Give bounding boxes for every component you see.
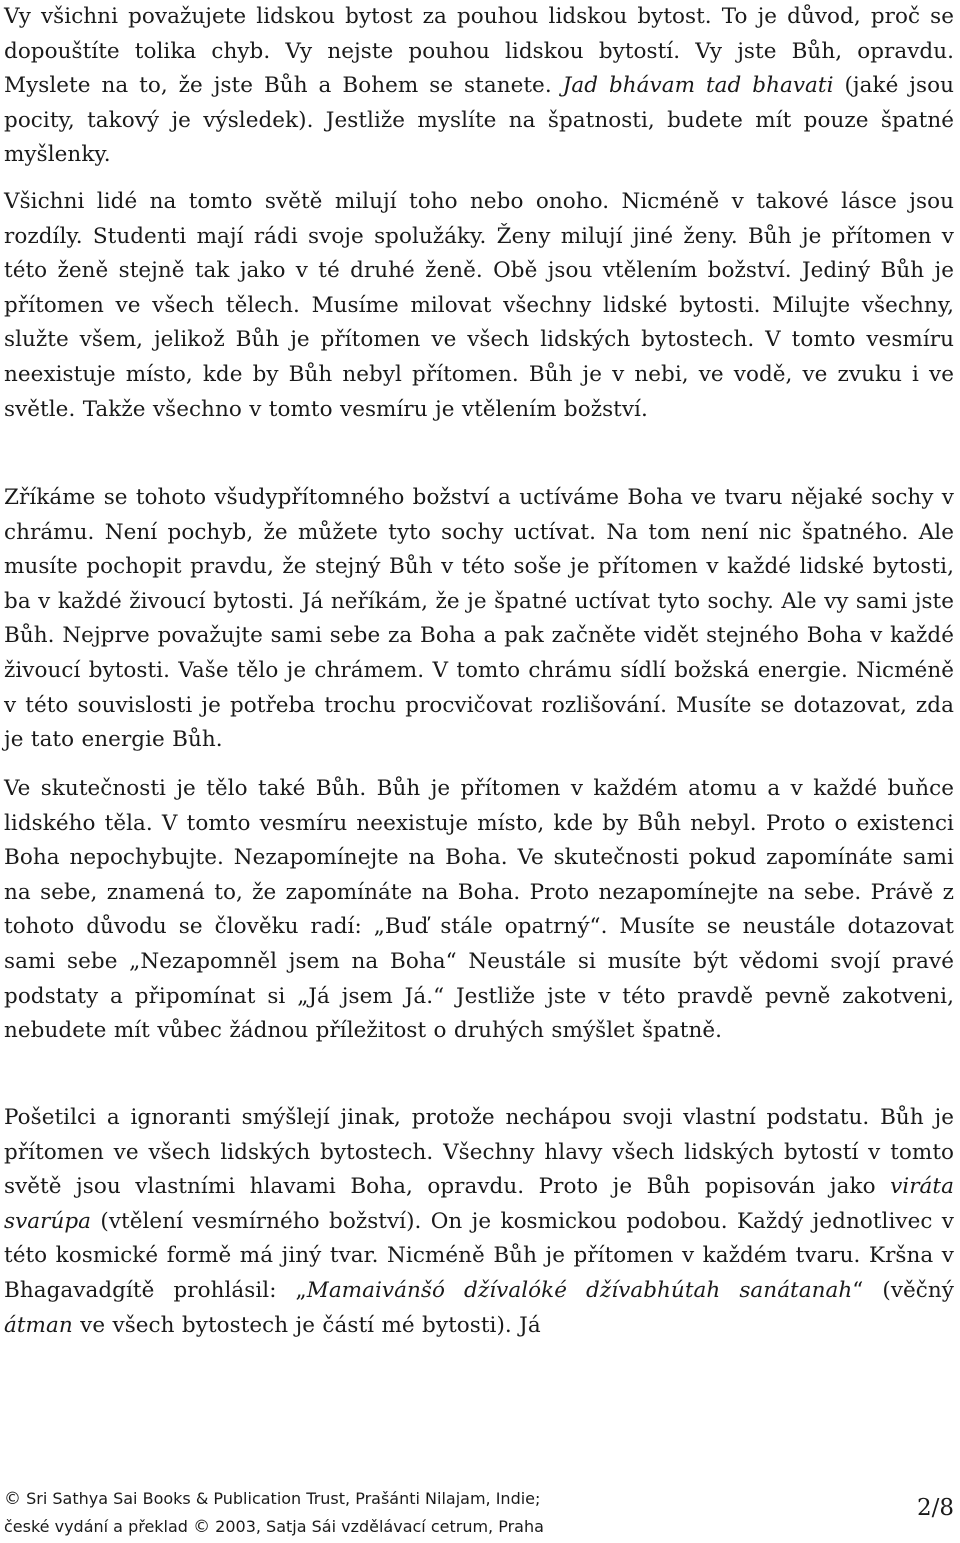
footer-line-2 xyxy=(4,1513,544,1541)
publisher-text: Sri Sathya Sai Books & Publication Trust, Prašánti Nilajam, Indie; xyxy=(26,1489,541,1508)
text-run: (vtělení vesmírného božství). On je kosmickou podobou. Každý jednotlivec v této kosmické formě má jiný tvar. Nicméně Bůh je přítomen v každém tvaru. Kršna v Bhagavadgítě prohlásil: „ xyxy=(4,1208,954,1303)
paragraph-2 xyxy=(4,185,954,427)
text-run: Ve skutečnosti je tělo také Bůh. Bůh je přítomen v každém atomu a v každé buňce lidského těla. V tomto vesmíru neexistuje místo, kde by Bůh nebyl. Proto o existenci Boha nepochybujte. Nezapomínejte na Boha. Ve skutečnosti pokud zapomínáte sami na sebe, znamená to, že zapomínáte na Boha. Proto nezapomínejte na sebe. Právě z tohoto důvodu se člověku radí: „Buď stále opatrný“. Musíte se neustále dotazovat sami sebe „Nezapomněl jsem na Boha“ Neustále si musíte být vědomi svojí pravé podstaty a připomínat si „Já jsem Já.“ Jestliže jste v této pravdě pevně zakotveni, nebudete mít vůbec žádnou příležitost o druhých smýšlet špatně. xyxy=(4,776,954,1044)
document-page xyxy=(4,0,954,1543)
italic-term: átman xyxy=(4,1312,73,1338)
text-run: ve všech bytostech je částí mé bytosti). Já xyxy=(72,1312,541,1338)
footer-line-1 xyxy=(4,1485,544,1513)
paragraph-5 xyxy=(4,1101,954,1343)
paragraph-3 xyxy=(4,481,954,758)
text-run: Pošetilci a ignoranti smýšlejí jinak, protože nechápou svoji vlastní podstatu. Bůh je přítomen ve všech lidských bytostech. Všechny hlavy všech lidských bytostí v tomto světě jsou vlastními hlavami Boha, opravdu. Proto je Bůh popisován jako xyxy=(4,1105,954,1200)
text-run: Vy všichni považujete lidskou bytost za pouhou lidskou bytost. To je důvod, proč se dopouštíte tolika chyb. Vy nejste pouhou lidskou bytostí. Vy jste Bůh, opravdu. Myslete na to, že jste Bůh a Bohem se stanete. xyxy=(4,4,954,99)
page-footer xyxy=(4,1485,954,1541)
italic-term: viráta svarúpa xyxy=(4,1174,954,1234)
italic-term: Jad bhávam tad bhavati xyxy=(562,73,834,99)
footer-credits xyxy=(4,1485,544,1541)
text-run: Zříkáme se tohoto všudypřítomného božství a uctíváme Boha ve tvaru nějaké sochy v chrámu. Není pochyb, že můžete tyto sochy uctívat. Na tom není nic špatného. Ale musíte pochopit pravdu, že stejný Bůh v této soše je přítomen v každé lidské bytosti, ba v každé živoucí bytosti. Já neříkám, že je špatné uctívat tyto sochy. Ale vy sami jste Bůh. Nejprve považujte sami sebe za Boha a pak začněte vidět stejného Boha v každé živoucí bytosti. Vaše tělo je chrámem. V tomto chrámu sídlí božská energie. Nicméně v této souvislosti je potřeba trochu procvičovat rozlišování. Musíte se dotazovat, zda je tato energie Bůh. xyxy=(4,485,954,753)
text-run: Všichni lidé na tomto světě milují toho nebo onoho. Nicméně v takové lásce jsou rozdíly. Studenti mají rádi svoje spolužáky. Ženy milují jiné ženy. Bůh je přítomen v této ženě stejně tak jako v té druhé ženě. Obě jsou vtělením božství. Jediný Bůh je přítomen ve všech tělech. Musíme milovat všechny lidské bytosti. Milujte všechny, služte všem, jelikož Bůh je přítomen ve všech lidských bytostech. V tomto vesmíru neexistuje místo, kde by Bůh nebyl přítomen. Bůh je v nebi, ve vodě, ve zvuku i ve světle. Takže všechno v tomto vesmíru je vtělením božství. xyxy=(4,189,954,422)
copyright-icon: © xyxy=(193,1517,211,1537)
text-run: (jaké jsou pocity, takový je výsledek). Jestliže myslíte na špatnosti, budete mít pouze špatné myšlenky. xyxy=(4,73,954,168)
edition-text: české vydání a překlad xyxy=(4,1517,188,1536)
page-number: 2/8 xyxy=(916,1495,954,1521)
paragraph-1 xyxy=(4,0,954,173)
paragraph-4 xyxy=(4,772,954,1049)
copyright-icon: © xyxy=(4,1489,21,1509)
italic-term: Mamaivánšó džívalóké džívabhútah sanátanah xyxy=(306,1277,853,1303)
text-run: “ (věčný xyxy=(852,1277,954,1303)
edition-year-text: 2003, Satja Sái vzdělávací cetrum, Praha xyxy=(215,1517,544,1536)
